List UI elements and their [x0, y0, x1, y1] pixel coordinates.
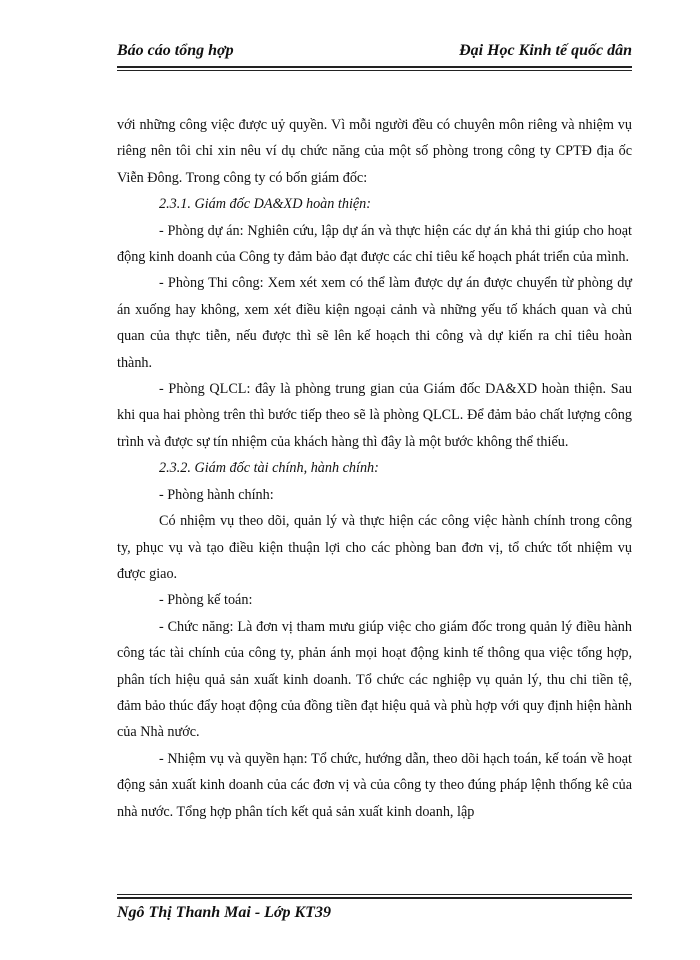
header-university-name: Đại Học Kinh tế quốc dân	[459, 42, 632, 59]
paragraph-phong-du-an: - Phòng dự án: Nghiên cứu, lập dự án và thực hiện các dự án khả thi giúp cho hoạt động kinh doanh của Công ty đảm bảo đạt được các chỉ tiêu kế hoạch phát triển của mình.	[117, 222, 632, 266]
paragraph-phong-ke-toan-label: - Phòng kế toán:	[159, 592, 253, 609]
footer-rule-thin	[117, 894, 632, 895]
document-body	[117, 112, 632, 825]
section-heading-2-3-2: 2.3.2. Giám đốc tài chính, hành chính:	[159, 460, 379, 477]
footer-rule-thick	[117, 897, 632, 899]
paragraph-phong-thi-cong: - Phòng Thi công: Xem xét xem có thể làm được dự án được chuyển từ phòng dự án xuống hay không, xem xét điều kiện ngoại cảnh và những yếu tố khách quan và chủ quan của thực tiễn, nếu được thì sẽ lên kế hoạch thi công và dự kiến ra chỉ tiêu hoàn thành.	[117, 275, 632, 371]
header-report-title: Báo cáo tổng hợp	[117, 42, 234, 59]
paragraph-chuc-nang: - Chức năng: Là đơn vị tham mưu giúp việc cho giám đốc trong quản lý điều hành công tác tài chính của công ty, phản ánh mọi hoạt động kinh tế thông qua việc tổng hợp, phân tích hiệu quả sản xuất kinh doanh. Tổ chức các nghiệp vụ quản lý, thu chi tiền tệ, đảm bảo thúc đẩy hoạt động của đồng tiền đạt hiệu quả và phù hợp với quy định hiện hành của Nhà nước.	[117, 618, 633, 741]
header-rule-thick	[117, 66, 632, 68]
page-footer-author: Ngô Thị Thanh Mai - Lớp KT39	[117, 904, 331, 921]
page-header	[117, 40, 632, 64]
paragraph-phong-qlcl: - Phòng QLCL: đây là phòng trung gian của Giám đốc DA&XD hoàn thiện. Sau khi qua hai phòng trên thì bước tiếp theo sẽ là phòng QLCL. Để đảm bảo chất lượng công trình và được sự tín nhiệm của khách hàng thì đây là một bước không thể thiếu.	[117, 381, 632, 450]
section-heading-2-3-1: 2.3.1. Giám đốc DA&XD hoàn thiện:	[159, 196, 371, 213]
paragraph-phong-hanh-chinh: Có nhiệm vụ theo dõi, quản lý và thực hiện các công việc hành chính trong công ty, phục vụ và tạo điều kiện thuận lợi cho các phòng ban đơn vị, tổ chức tốt nhiệm vụ được giao.	[117, 513, 632, 582]
header-rule-thin	[117, 70, 632, 71]
paragraph-nhiem-vu: - Nhiệm vụ và quyền hạn: Tổ chức, hướng dẫn, theo dõi hạch toán, kế toán về hoạt động sản xuất kinh doanh của các đơn vị và của công ty theo đúng pháp lệnh thống kê của nhà nước. Tổng hợp phân tích kết quả sản xuất kinh doanh, lập	[117, 750, 632, 820]
paragraph-phong-hanh-chinh-label: - Phòng hành chính:	[159, 486, 274, 503]
paragraph-intro: với những công việc được uỷ quyền. Vì mỗi người đều có chuyên môn riêng và nhiệm vụ riêng nên tôi chỉ xin nêu ví dụ chức năng của một số phòng trong công ty CPTĐ địa ốc Viễn Đông. Trong công ty có bốn giám đốc:	[117, 117, 632, 186]
